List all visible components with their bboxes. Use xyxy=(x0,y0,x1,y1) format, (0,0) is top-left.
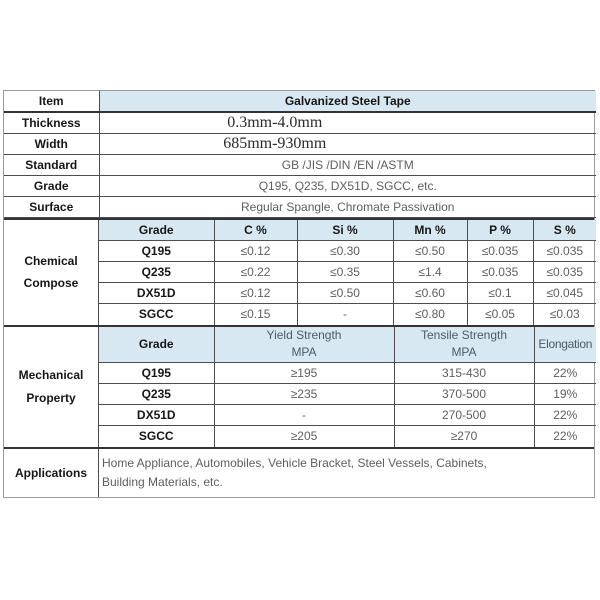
mech-elongation: 22% xyxy=(534,363,596,384)
col-header-grade: Grade xyxy=(99,220,214,241)
section-label-applications: Applications xyxy=(4,449,99,497)
mech-grade: Q195 xyxy=(99,363,214,384)
col-header-si: Si % xyxy=(297,220,393,241)
table-row xyxy=(4,133,596,154)
row-label-item: Item xyxy=(4,91,99,112)
chem-value: ≤0.30 xyxy=(297,241,393,262)
mech-yield: ≥195 xyxy=(214,363,394,384)
table-row xyxy=(4,154,596,175)
mech-yield: ≥205 xyxy=(214,426,394,447)
chem-value: ≤0.035 xyxy=(467,262,533,283)
chem-value: ≤0.1 xyxy=(467,283,533,304)
table-row xyxy=(4,91,596,112)
tensile-line1: Tensile Strength xyxy=(420,327,508,342)
surface-value: Regular Spangle, Chromate Passivation xyxy=(99,196,596,217)
row-label-surface: Surface xyxy=(4,196,99,217)
mech-tensile: 270-500 xyxy=(394,405,534,426)
chem-value: ≤0.50 xyxy=(297,283,393,304)
table-row xyxy=(4,175,596,196)
mechanical-header-row xyxy=(99,327,596,363)
chem-value: ≤0.03 xyxy=(549,307,580,322)
thickness-value: 0.3mm-4.0mm xyxy=(99,112,596,133)
chem-value: ≤0.22 xyxy=(214,262,297,283)
chem-value: ≤0.50 xyxy=(393,241,467,262)
col-header-mn: Mn % xyxy=(393,220,467,241)
mech-grade: DX51D xyxy=(99,405,214,426)
table-row xyxy=(4,112,596,133)
mech-elongation: 22% xyxy=(553,429,578,444)
col-header-grade: Grade xyxy=(99,327,214,363)
chem-value: - xyxy=(297,304,393,325)
chem-grade: DX51D xyxy=(99,283,214,304)
mech-tensile: ≥270 xyxy=(394,426,534,447)
mech-tensile: 315-430 xyxy=(394,363,534,384)
col-header-p: P % xyxy=(467,220,533,241)
spec-table xyxy=(3,90,595,498)
table-row xyxy=(99,262,596,283)
mech-yield: - xyxy=(214,405,394,426)
item-value-header: Galvanized Steel Tape xyxy=(99,91,596,112)
tensile-line2: MPA xyxy=(451,345,477,360)
chem-grade: Q235 xyxy=(99,262,214,283)
chem-value: ≤0.80 xyxy=(393,304,467,325)
mech-grade: Q235 xyxy=(99,384,214,405)
yield-line1: Yield Strength xyxy=(266,327,342,342)
width-value: 685mm-930mm xyxy=(99,133,596,154)
chem-value: ≤0.035 xyxy=(533,262,596,283)
col-header-s: S % xyxy=(533,220,596,241)
chem-value: ≤0.15 xyxy=(214,304,297,325)
chem-value: ≤0.12 xyxy=(214,283,297,304)
col-header-c: C % xyxy=(214,220,297,241)
applications-line: Building Materials, etc. xyxy=(102,474,223,489)
table-row xyxy=(4,196,596,217)
chem-grade: SGCC xyxy=(99,304,214,325)
chem-value: ≤0.60 xyxy=(393,283,467,304)
col-header-elongation: Elongation xyxy=(534,327,596,363)
row-label-width: Width xyxy=(4,133,99,154)
chem-value: ≤0.35 xyxy=(297,262,393,283)
mechanical-property-section xyxy=(4,325,594,447)
applications-text xyxy=(99,449,594,497)
applications-line: Home Appliance, Automobiles, Vehicle Bracket, Steel Vessels, Cabinets, xyxy=(102,455,487,470)
chem-value: ≤1.4 xyxy=(393,262,467,283)
table-row xyxy=(99,283,596,304)
section-label-mechanical: Mechanical Property xyxy=(4,327,99,447)
mech-tensile: 370-500 xyxy=(394,384,534,405)
chem-value: ≤0.12 xyxy=(214,241,297,262)
yield-line2: MPA xyxy=(291,345,317,360)
table-row xyxy=(99,304,596,325)
mech-yield: ≥235 xyxy=(214,384,394,405)
chemical-table xyxy=(99,220,596,325)
mech-grade: SGCC xyxy=(99,426,214,447)
chem-value: ≤0.035 xyxy=(467,241,533,262)
chem-value: ≤0.035 xyxy=(533,241,596,262)
chem-grade: Q195 xyxy=(99,241,214,262)
applications-section xyxy=(4,447,594,497)
chem-value: ≤0.05 xyxy=(467,304,533,325)
grade-value: Q195, Q235, DX51D, SGCC, etc. xyxy=(99,175,596,196)
table-row xyxy=(99,384,596,405)
row-label-grade: Grade xyxy=(4,175,99,196)
chem-value: ≤0.045 xyxy=(533,283,596,304)
chemical-compose-section xyxy=(4,218,594,325)
table-row xyxy=(99,363,596,384)
col-header-tensile-strength xyxy=(394,327,534,363)
table-row xyxy=(99,426,596,447)
table-row xyxy=(99,405,596,426)
section-label-chemical: Chemical Compose xyxy=(4,220,99,325)
table-row xyxy=(99,241,596,262)
standard-value: GB /JIS /DIN /EN /ASTM xyxy=(99,154,596,175)
row-label-standard: Standard xyxy=(4,154,99,175)
row-label-thickness: Thickness xyxy=(4,112,99,133)
chemical-header-row xyxy=(99,220,596,241)
mechanical-table xyxy=(99,327,596,447)
mech-elongation: 19% xyxy=(534,384,596,405)
mech-elongation: 22% xyxy=(534,405,596,426)
general-spec-table xyxy=(4,91,596,218)
col-header-yield-strength xyxy=(214,327,394,363)
